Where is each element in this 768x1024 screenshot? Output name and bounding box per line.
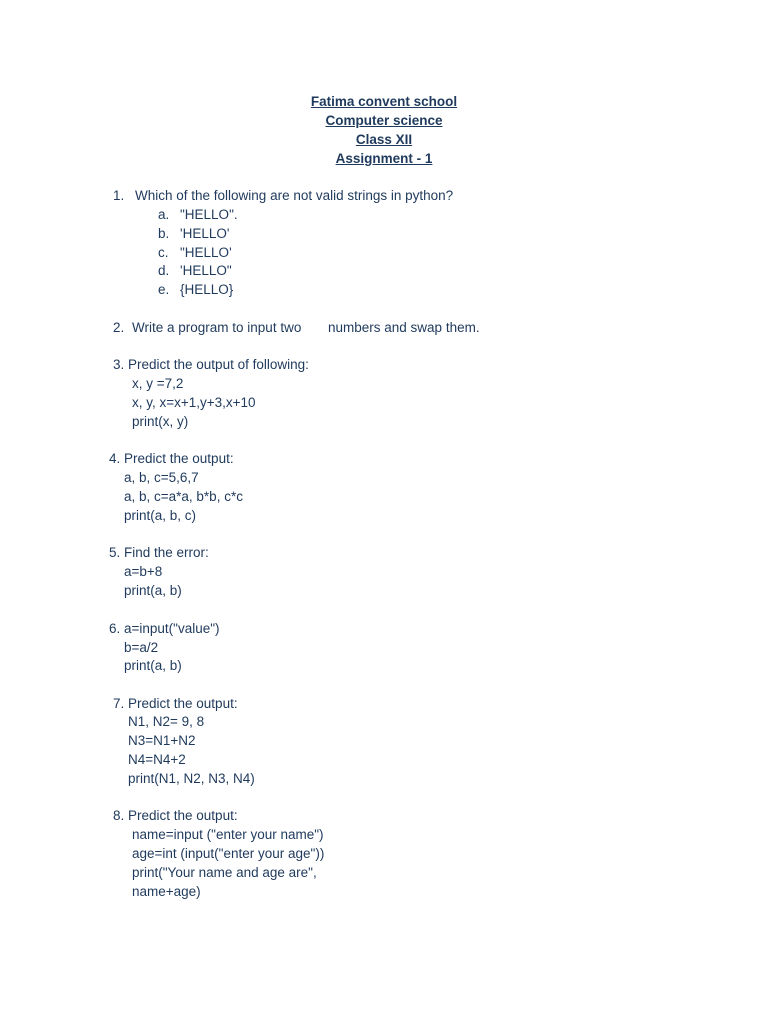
q4-code-line: a, b, c=5,6,7 <box>124 470 199 485</box>
q8-code-line: print("Your name and age are", <box>132 865 317 880</box>
q8-code-line: age=int (input("enter your age")) <box>132 846 325 861</box>
q8-code-line: name=input ("enter your name") <box>132 827 324 842</box>
q7-code-line: N3=N1+N2 <box>128 733 196 748</box>
q3-code-line: x, y, x=x+1,y+3,x+10 <box>132 395 256 410</box>
q7-code-line: N1, N2= 9, 8 <box>128 714 205 729</box>
class-name: Class XII <box>355 132 413 147</box>
q8-code-line: name+age) <box>132 884 201 899</box>
q1-text: Which of the following are not valid strings in python? <box>135 188 454 203</box>
q1-option-letter: a. <box>158 207 170 222</box>
subject-name: Computer science <box>325 113 443 128</box>
q8-heading: 8. Predict the output: <box>113 808 238 823</box>
q3-heading: 3. Predict the output of following: <box>113 357 309 372</box>
q2-number: 2. <box>113 320 125 335</box>
q4-code-line: a, b, c=a*a, b*b, c*c <box>124 489 243 504</box>
q1-option-letter: b. <box>158 226 170 241</box>
q1-option-text: "HELLO' <box>180 245 232 260</box>
q1-option-text: 'HELLO' <box>180 226 230 241</box>
q5-code-line: print(a, b) <box>124 583 182 598</box>
q7-code-line: print(N1, N2, N3, N4) <box>128 771 255 786</box>
q4-heading: 4. Predict the output: <box>109 451 234 466</box>
school-name: Fatima convent school <box>310 94 458 109</box>
assignment-title: Assignment - 1 <box>335 151 433 166</box>
q5-heading: 5. Find the error: <box>109 545 209 560</box>
q1-option-text: {HELLO} <box>180 282 234 297</box>
q6-code-line: print(a, b) <box>124 658 182 673</box>
q2-text-part1: Write a program to input two <box>132 320 302 335</box>
q5-code-line: a=b+8 <box>124 564 163 579</box>
q4-code-line: print(a, b, c) <box>124 508 197 523</box>
q1-option-letter: c. <box>158 245 169 260</box>
q3-code-line: x, y =7,2 <box>132 376 184 391</box>
q3-code-line: print(x, y) <box>132 414 189 429</box>
document-header <box>0 92 768 168</box>
q6-code-line: b=a/2 <box>124 640 159 655</box>
q1-number: 1. <box>113 188 125 203</box>
q1-option-text: 'HELLO" <box>180 263 232 278</box>
q2-text-part2: numbers and swap them. <box>328 320 480 335</box>
q1-option-text: "HELLO". <box>180 207 238 222</box>
q1-option-letter: d. <box>158 263 170 278</box>
q6-heading: 6. a=input("value") <box>109 621 220 636</box>
q7-heading: 7. Predict the output: <box>113 696 238 711</box>
q1-option-letter: e. <box>158 282 170 297</box>
q7-code-line: N4=N4+2 <box>128 752 186 767</box>
